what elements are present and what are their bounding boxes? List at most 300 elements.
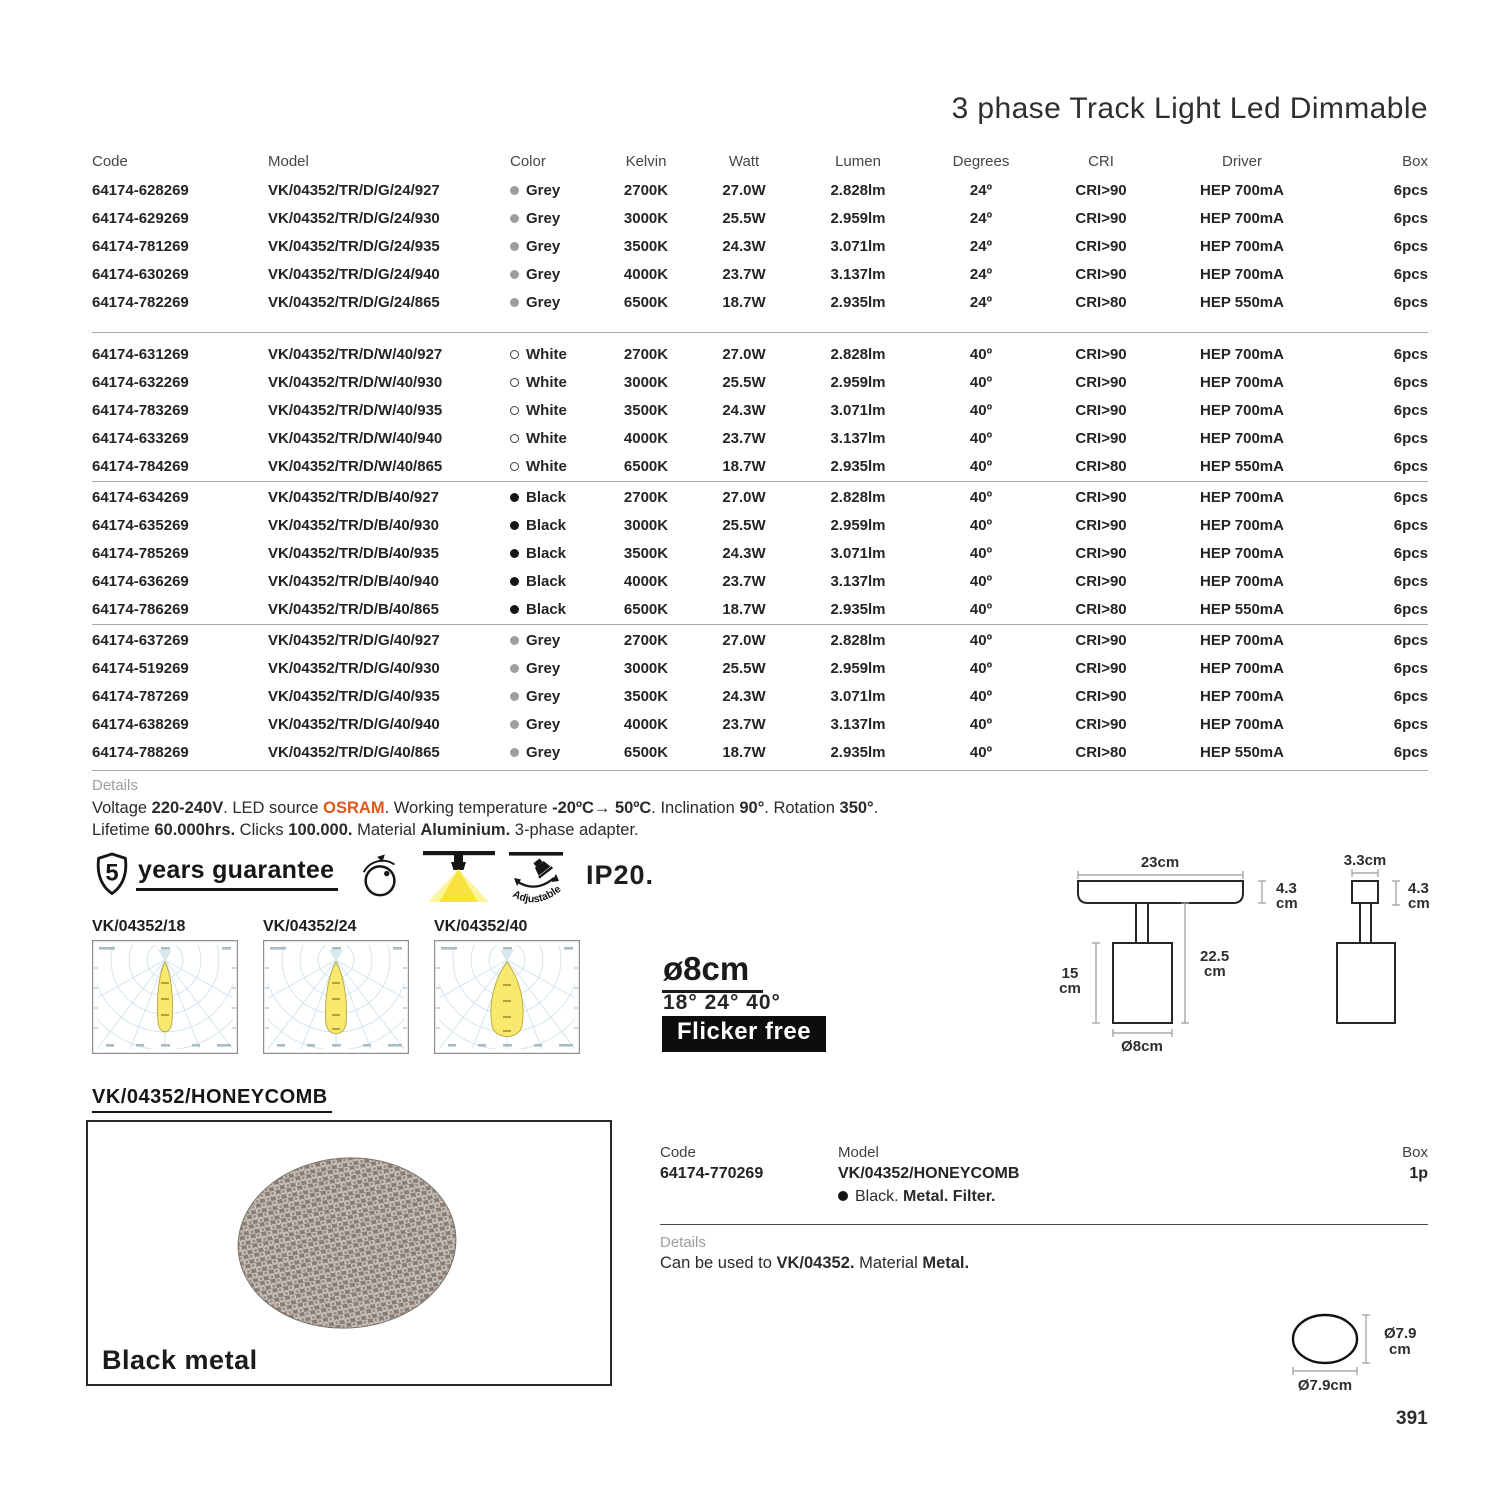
cell-lumen: 2.935lm	[830, 600, 886, 618]
cell-cri: CRI>80	[1075, 293, 1127, 311]
dim-body-height-unit: cm	[1059, 980, 1081, 997]
cell-model: VK/04352/TR/D/W/40/940	[268, 429, 443, 447]
cell-lumen: 2.828lm	[830, 181, 886, 199]
cell-code: 64174-630269	[92, 265, 189, 283]
grey-color-dot-icon	[510, 242, 519, 251]
black-color-dot-icon	[510, 493, 519, 502]
cell-cri: CRI>90	[1075, 237, 1127, 255]
cell-cri: CRI>90	[1075, 488, 1127, 506]
cell-box: 6pcs	[1393, 373, 1428, 391]
cell-model: VK/04352/TR/D/G/24/927	[268, 181, 440, 199]
cell-box: 6pcs	[1393, 345, 1428, 363]
cell-lumen: 2.935lm	[830, 293, 886, 311]
filter-diameter-v-unit: cm	[1389, 1341, 1411, 1358]
details-line-2: Lifetime 60.000hrs. Clicks 100.000. Material Aluminium. 3-phase adapter.	[92, 821, 639, 839]
table-row	[92, 595, 1428, 623]
cell-model: VK/04352/TR/D/B/40/935	[268, 544, 439, 562]
cell-watt: 27.0W	[722, 345, 766, 363]
table-row	[92, 511, 1428, 539]
cell-code: 64174-519269	[92, 659, 189, 677]
cell-watt: 27.0W	[722, 181, 766, 199]
cell-cri: CRI>90	[1075, 181, 1127, 199]
cell-model: VK/04352/TR/D/G/40/935	[268, 687, 440, 705]
cell-code: 64174-785269	[92, 544, 189, 562]
cell-degrees: 40º	[969, 544, 993, 562]
details-label: Details	[92, 777, 138, 794]
shield-icon	[92, 850, 132, 898]
cell-driver: HEP 700mA	[1200, 237, 1284, 255]
grey-color-dot-icon	[510, 720, 519, 729]
cell-degrees: 40º	[969, 429, 993, 447]
page-number: 391	[1396, 1408, 1428, 1429]
honeycomb-model: VK/04352/HONEYCOMB	[838, 1165, 1020, 1182]
cell-kelvin: 2700K	[623, 631, 669, 649]
table-row	[92, 288, 1428, 316]
cell-code: 64174-638269	[92, 715, 189, 733]
table-row	[92, 682, 1428, 710]
cell-watt: 27.0W	[722, 631, 766, 649]
white-color-dot-icon	[510, 406, 519, 415]
white-color-dot-icon	[510, 378, 519, 387]
cell-lumen: 3.137lm	[830, 265, 886, 283]
cell-kelvin: 3500K	[623, 237, 669, 255]
cell-driver: HEP 700mA	[1200, 373, 1284, 391]
cell-driver: HEP 700mA	[1200, 265, 1284, 283]
cell-kelvin: 3500K	[623, 687, 669, 705]
cell-kelvin: 3500K	[623, 401, 669, 419]
cell-box: 6pcs	[1393, 516, 1428, 534]
cell-kelvin: 2700K	[623, 488, 669, 506]
cell-lumen: 3.071lm	[830, 687, 886, 705]
header-cri: CRI	[1088, 152, 1114, 170]
honeycomb-box: 1p	[1409, 1165, 1428, 1182]
honeycomb-finish-text: Black. Metal. Filter.	[855, 1188, 996, 1205]
cell-lumen: 2.828lm	[830, 488, 886, 506]
dim-side-height-value: 4.3	[1408, 880, 1429, 897]
table-header-row	[92, 146, 1428, 176]
cell-lumen: 2.828lm	[830, 345, 886, 363]
cell-kelvin: 2700K	[623, 181, 669, 199]
cell-code: 64174-628269	[92, 181, 189, 199]
cell-degrees: 40º	[969, 572, 993, 590]
cell-driver: HEP 700mA	[1200, 659, 1284, 677]
cell-color: White	[510, 346, 598, 363]
flicker-free-badge: Flicker free	[662, 1016, 826, 1052]
cell-lumen: 3.137lm	[830, 572, 886, 590]
photometric-diagram-24	[263, 940, 409, 1054]
cell-model: VK/04352/TR/D/B/40/930	[268, 516, 439, 534]
cell-degrees: 40º	[969, 488, 993, 506]
dim-total-height-value: 22.5	[1200, 948, 1230, 965]
cell-driver: HEP 550mA	[1200, 293, 1284, 311]
cell-color: Grey	[510, 688, 598, 705]
cell-cri: CRI>90	[1075, 715, 1127, 733]
cell-color: Grey	[510, 266, 598, 283]
features-row	[92, 848, 712, 910]
filter-dimension-drawing	[1288, 1292, 1478, 1402]
cell-kelvin: 6500K	[623, 743, 669, 761]
cell-model: VK/04352/TR/D/W/40/930	[268, 373, 443, 391]
grey-color-dot-icon	[510, 692, 519, 701]
cell-driver: HEP 550mA	[1200, 600, 1284, 618]
cell-color: Grey	[510, 744, 598, 761]
cell-driver: HEP 700mA	[1200, 181, 1284, 199]
dim-side-width: 3.3cm	[1343, 852, 1387, 869]
cell-box: 6pcs	[1393, 743, 1428, 761]
cell-degrees: 24º	[969, 181, 993, 199]
table-row	[92, 396, 1428, 424]
details-section	[92, 770, 1428, 841]
cell-model: VK/04352/TR/D/G/24/930	[268, 209, 440, 227]
cell-lumen: 2.959lm	[830, 373, 886, 391]
cell-cri: CRI>90	[1075, 516, 1127, 534]
honeycomb-divider	[660, 1224, 1428, 1225]
cell-lumen: 2.959lm	[830, 209, 886, 227]
filter-diameter-v-value: Ø7.9	[1384, 1325, 1417, 1342]
cell-watt: 24.3W	[722, 544, 766, 562]
track-light-icon	[420, 848, 498, 911]
cell-driver: HEP 700mA	[1200, 209, 1284, 227]
table-row	[92, 204, 1428, 232]
cell-watt: 27.0W	[722, 488, 766, 506]
cell-lumen: 2.935lm	[830, 457, 886, 475]
cell-model: VK/04352/TR/D/G/24/935	[268, 237, 440, 255]
cell-model: VK/04352/TR/D/G/24/940	[268, 265, 440, 283]
dim-track-height-unit: cm	[1276, 895, 1298, 912]
cell-degrees: 40º	[969, 457, 993, 475]
cell-degrees: 40º	[969, 600, 993, 618]
cell-watt: 25.5W	[722, 516, 766, 534]
cell-kelvin: 4000K	[623, 715, 669, 733]
cell-cri: CRI>90	[1075, 659, 1127, 677]
cell-code: 64174-784269	[92, 457, 189, 475]
cell-kelvin: 3000K	[623, 659, 669, 677]
cell-code: 64174-788269	[92, 743, 189, 761]
black-color-dot-icon	[510, 577, 519, 586]
cell-cri: CRI>90	[1075, 345, 1127, 363]
photometric-label-2: VK/04352/24	[263, 918, 357, 935]
cell-model: VK/04352/TR/D/W/40/927	[268, 345, 443, 363]
cell-color: Black	[510, 489, 598, 506]
header-color: Color	[510, 152, 546, 170]
cell-code: 64174-633269	[92, 429, 189, 447]
cell-watt: 18.7W	[722, 293, 766, 311]
cell-box: 6pcs	[1393, 457, 1428, 475]
cell-watt: 23.7W	[722, 572, 766, 590]
cell-cri: CRI>80	[1075, 600, 1127, 618]
cell-degrees: 40º	[969, 401, 993, 419]
cell-box: 6pcs	[1393, 715, 1428, 733]
cell-kelvin: 4000K	[623, 265, 669, 283]
cell-color: Grey	[510, 716, 598, 733]
dim-track-width: 23cm	[1140, 854, 1180, 871]
cell-driver: HEP 700mA	[1200, 516, 1284, 534]
cell-cri: CRI>90	[1075, 209, 1127, 227]
cell-degrees: 40º	[969, 715, 993, 733]
grey-color-dot-icon	[510, 214, 519, 223]
honeycomb-model-label: Model	[838, 1144, 879, 1161]
grey-color-dot-icon	[510, 748, 519, 757]
cell-box: 6pcs	[1393, 488, 1428, 506]
cell-code: 64174-786269	[92, 600, 189, 618]
cell-driver: HEP 700mA	[1200, 429, 1284, 447]
cell-color: White	[510, 402, 598, 419]
header-lumen: Lumen	[835, 152, 881, 170]
photometric-diagram-18	[92, 940, 238, 1054]
black-color-dot-icon	[838, 1191, 848, 1201]
cell-box: 6pcs	[1393, 687, 1428, 705]
table-group-divider	[92, 481, 1428, 482]
cell-cri: CRI>80	[1075, 457, 1127, 475]
cell-code: 64174-629269	[92, 209, 189, 227]
cell-code: 64174-787269	[92, 687, 189, 705]
cell-model: VK/04352/TR/D/B/40/927	[268, 488, 439, 506]
cell-driver: HEP 550mA	[1200, 743, 1284, 761]
guarantee-shield-icon	[92, 850, 132, 903]
dimension-drawing	[1040, 845, 1460, 1065]
honeycomb-code: 64174-770269	[660, 1165, 764, 1182]
cell-lumen: 2.828lm	[830, 631, 886, 649]
dim-body-diameter: Ø8cm	[1121, 1038, 1163, 1055]
table-row	[92, 539, 1428, 567]
honeycomb-photo-box	[86, 1120, 612, 1386]
ip-rating: IP20.	[586, 860, 655, 890]
cell-kelvin: 6500K	[623, 293, 669, 311]
cell-box: 6pcs	[1393, 544, 1428, 562]
cell-watt: 23.7W	[722, 265, 766, 283]
cell-cri: CRI>90	[1075, 631, 1127, 649]
cell-lumen: 3.071lm	[830, 544, 886, 562]
cell-kelvin: 3000K	[623, 209, 669, 227]
adjustable-label: Adjustable	[510, 883, 564, 906]
cell-model: VK/04352/TR/D/B/40/865	[268, 600, 439, 618]
cell-cri: CRI>90	[1075, 265, 1127, 283]
cell-model: VK/04352/TR/D/G/40/927	[268, 631, 440, 649]
grey-color-dot-icon	[510, 270, 519, 279]
cell-degrees: 40º	[969, 373, 993, 391]
cell-color: Black	[510, 545, 598, 562]
cell-lumen: 3.137lm	[830, 429, 886, 447]
spec-table	[92, 146, 1428, 766]
honeycomb-code-label: Code	[660, 1144, 696, 1161]
cell-box: 6pcs	[1393, 181, 1428, 199]
cell-box: 6pcs	[1393, 631, 1428, 649]
cell-degrees: 40º	[969, 631, 993, 649]
cell-model: VK/04352/TR/D/W/40/865	[268, 457, 443, 475]
cell-box: 6pcs	[1393, 572, 1428, 590]
table-row	[92, 626, 1428, 654]
photometric-label-1: VK/04352/18	[92, 918, 186, 935]
cell-watt: 23.7W	[722, 429, 766, 447]
cell-color: Black	[510, 517, 598, 534]
cell-lumen: 2.959lm	[830, 516, 886, 534]
cell-color: White	[510, 430, 598, 447]
honeycomb-info	[660, 1144, 1428, 1274]
header-box: Box	[1402, 152, 1428, 170]
table-row	[92, 567, 1428, 595]
cell-watt: 23.7W	[722, 715, 766, 733]
cell-code: 64174-632269	[92, 373, 189, 391]
cell-watt: 18.7W	[722, 600, 766, 618]
page-title: 3 phase Track Light Led Dimmable	[951, 92, 1428, 125]
table-row	[92, 368, 1428, 396]
dim-side-height-unit: cm	[1408, 895, 1430, 912]
cell-driver: HEP 700mA	[1200, 715, 1284, 733]
cell-degrees: 40º	[969, 516, 993, 534]
cell-color: Black	[510, 601, 598, 618]
table-group-divider	[92, 624, 1428, 625]
spec-table-body	[92, 176, 1428, 766]
cell-degrees: 40º	[969, 345, 993, 363]
cell-code: 64174-635269	[92, 516, 189, 534]
black-color-dot-icon	[510, 521, 519, 530]
cell-watt: 18.7W	[722, 743, 766, 761]
cell-box: 6pcs	[1393, 293, 1428, 311]
filter-diameter-h: Ø7.9cm	[1297, 1377, 1353, 1394]
honeycomb-details: Can be used to VK/04352. Material Metal.	[660, 1254, 970, 1272]
cell-box: 6pcs	[1393, 209, 1428, 227]
guarantee-years: 5	[105, 859, 119, 887]
table-row	[92, 483, 1428, 511]
cell-degrees: 40º	[969, 687, 993, 705]
cell-cri: CRI>90	[1075, 572, 1127, 590]
cell-kelvin: 4000K	[623, 572, 669, 590]
cell-lumen: 2.959lm	[830, 659, 886, 677]
white-color-dot-icon	[510, 434, 519, 443]
cell-code: 64174-634269	[92, 488, 189, 506]
header-degrees: Degrees	[952, 152, 1010, 170]
cell-lumen: 3.071lm	[830, 401, 886, 419]
table-row	[92, 424, 1428, 452]
grey-color-dot-icon	[510, 664, 519, 673]
beam-angles-callout: 18° 24° 40°	[662, 991, 803, 1020]
cell-box: 6pcs	[1393, 600, 1428, 618]
grey-color-dot-icon	[510, 186, 519, 195]
cell-cri: CRI>90	[1075, 373, 1127, 391]
cell-watt: 24.3W	[722, 687, 766, 705]
cell-lumen: 3.137lm	[830, 715, 886, 733]
header-kelvin: Kelvin	[625, 152, 667, 170]
header-driver: Driver	[1222, 152, 1262, 170]
cell-cri: CRI>90	[1075, 687, 1127, 705]
honeycomb-finish	[838, 1188, 995, 1206]
header-code: Code	[92, 152, 128, 170]
black-color-dot-icon	[510, 549, 519, 558]
cell-degrees: 24º	[969, 209, 993, 227]
cell-kelvin: 4000K	[623, 429, 669, 447]
cell-color: Grey	[510, 210, 598, 227]
cell-kelvin: 3500K	[623, 544, 669, 562]
cell-cri: CRI>90	[1075, 429, 1127, 447]
header-watt: Watt	[728, 152, 760, 170]
cell-driver: HEP 700mA	[1200, 631, 1284, 649]
dimmer-icon	[358, 850, 404, 907]
cell-color: Grey	[510, 632, 598, 649]
cell-cri: CRI>80	[1075, 743, 1127, 761]
dim-total-height-unit: cm	[1204, 963, 1226, 980]
cell-kelvin: 3000K	[623, 373, 669, 391]
photometric-label-3: VK/04352/40	[434, 918, 528, 935]
cell-degrees: 24º	[969, 293, 993, 311]
table-row	[92, 710, 1428, 738]
cell-degrees: 24º	[969, 237, 993, 255]
cell-model: VK/04352/TR/D/B/40/940	[268, 572, 439, 590]
cell-model: VK/04352/TR/D/G/40/940	[268, 715, 440, 733]
cell-kelvin: 3000K	[623, 516, 669, 534]
honeycomb-box-label: Box	[1402, 1144, 1428, 1161]
cell-watt: 24.3W	[722, 401, 766, 419]
photometric-diagram-40	[434, 940, 580, 1054]
cell-kelvin: 6500K	[623, 457, 669, 475]
cell-driver: HEP 700mA	[1200, 488, 1284, 506]
cell-box: 6pcs	[1393, 237, 1428, 255]
cell-watt: 18.7W	[722, 457, 766, 475]
cell-driver: HEP 550mA	[1200, 457, 1284, 475]
cell-model: VK/04352/TR/D/G/40/930	[268, 659, 440, 677]
cell-kelvin: 6500K	[623, 600, 669, 618]
cell-code: 64174-782269	[92, 293, 189, 311]
cell-box: 6pcs	[1393, 429, 1428, 447]
cell-watt: 24.3W	[722, 237, 766, 255]
cell-color: Black	[510, 573, 598, 590]
cell-code: 64174-637269	[92, 631, 189, 649]
cell-driver: HEP 700mA	[1200, 345, 1284, 363]
honeycomb-heading: VK/04352/HONEYCOMB	[92, 1086, 332, 1113]
white-color-dot-icon	[510, 350, 519, 359]
cell-color: White	[510, 374, 598, 391]
cell-driver: HEP 700mA	[1200, 687, 1284, 705]
table-row	[92, 232, 1428, 260]
table-row	[92, 452, 1428, 480]
table-row	[92, 654, 1428, 682]
grey-color-dot-icon	[510, 636, 519, 645]
cell-color: White	[510, 458, 598, 475]
cell-kelvin: 2700K	[623, 345, 669, 363]
cell-lumen: 3.071lm	[830, 237, 886, 255]
table-group-divider	[92, 332, 1428, 333]
white-color-dot-icon	[510, 462, 519, 471]
cell-code: 64174-781269	[92, 237, 189, 255]
diameter-callout: ø8cm	[662, 950, 763, 993]
honeycomb-details-label: Details	[660, 1234, 706, 1251]
cell-driver: HEP 700mA	[1200, 544, 1284, 562]
cell-code: 64174-631269	[92, 345, 189, 363]
cell-model: VK/04352/TR/D/G/24/865	[268, 293, 440, 311]
cell-driver: HEP 700mA	[1200, 572, 1284, 590]
dim-track-height-value: 4.3	[1276, 880, 1297, 897]
black-color-dot-icon	[510, 605, 519, 614]
cell-watt: 25.5W	[722, 209, 766, 227]
grey-color-dot-icon	[510, 298, 519, 307]
cell-code: 64174-783269	[92, 401, 189, 419]
cell-degrees: 40º	[969, 743, 993, 761]
cell-model: VK/04352/TR/D/G/40/865	[268, 743, 440, 761]
cell-box: 6pcs	[1393, 401, 1428, 419]
header-model: Model	[268, 152, 309, 170]
table-row	[92, 176, 1428, 204]
cell-color: Grey	[510, 182, 598, 199]
cell-cri: CRI>90	[1075, 544, 1127, 562]
guarantee-label: years guarantee	[136, 856, 338, 891]
table-row	[92, 340, 1428, 368]
details-line-1: Voltage 220-240V. LED source OSRAM. Working temperature -20ºC→ 50ºC. Inclination 90°. Rotation 350°.	[92, 799, 879, 817]
cell-model: VK/04352/TR/D/W/40/935	[268, 401, 443, 419]
cell-degrees: 24º	[969, 265, 993, 283]
cell-degrees: 40º	[969, 659, 993, 677]
dim-body-height-value: 15	[1061, 965, 1079, 982]
cell-code: 64174-636269	[92, 572, 189, 590]
cell-color: Grey	[510, 294, 598, 311]
